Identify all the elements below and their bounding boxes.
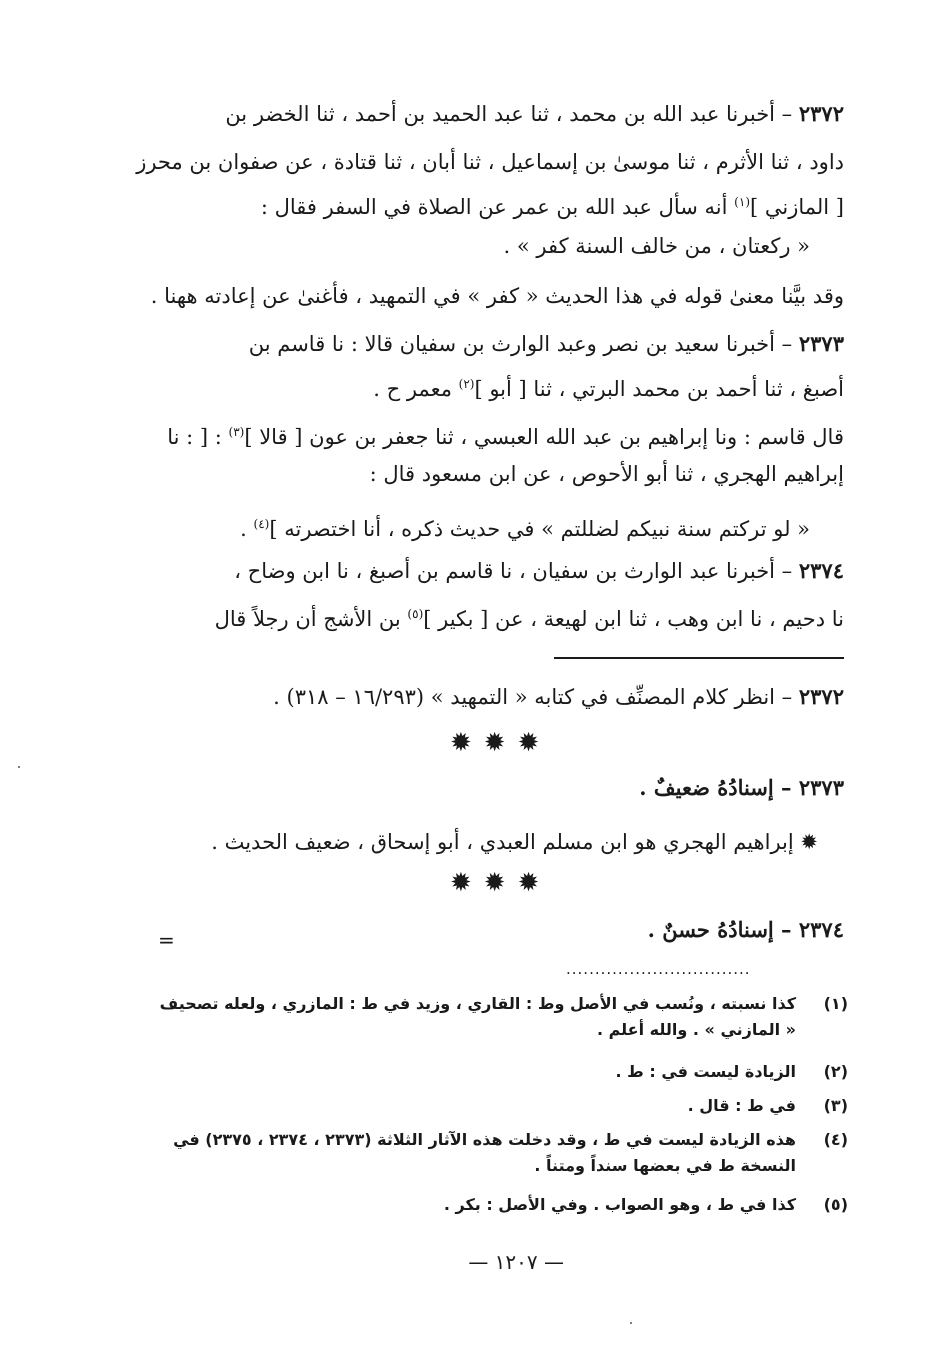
footnote-item: [0, 1094, 936, 1118]
star-separator: ✹✹✹: [450, 868, 552, 898]
footnote-mark: (٥): [823, 1195, 848, 1214]
hadith-2372-quote: « ركعتان ، من خالف السنة كفر » .: [503, 234, 810, 258]
commentary-number: ٢٣٧٤: [798, 917, 844, 942]
hadith-2374-line-2: [215, 598, 844, 635]
footnote-ref-4[interactable]: (٤): [253, 517, 270, 531]
hadith-text: قال قاسم : ونا إبراهيم بن عبد الله العبسي ، ثنا جعفر بن عون [ قالا ]: [244, 425, 844, 449]
commentary-2373: [639, 772, 844, 804]
footnote-text: كذا نسبته ، ونُسب في الأصل وط : القاري ، وزيد في ط : المازري ، ولعله تصحيف: [159, 994, 796, 1013]
footnote-ref-2[interactable]: (٢): [458, 377, 475, 391]
section-divider: [554, 657, 844, 659]
bracket-insertion: [ المازني ]: [750, 195, 844, 219]
footnote-mark: (٢): [823, 1062, 848, 1081]
hadith-2373-line-3: [167, 416, 844, 453]
hadith-text: أصبغ ، ثنا أحمد بن محمد البرتي ، ثنا [ أبو ]: [474, 377, 844, 401]
scan-speck: [630, 1322, 632, 1324]
continuation-mark: =: [158, 928, 175, 952]
commentary-text: – انظر كلام المصنِّف في كتابه « التمهيد » (١٦/٢٩٣ – ٣١٨) .: [273, 685, 793, 709]
hadith-2372-line-2: داود ، ثنا الأثرم ، ثنا موسىٰ بن إسماعيل ، ثنا أبان ، ثنا قتادة ، عن صفوان بن محرز: [136, 150, 844, 174]
hadith-2373-line-2: [373, 368, 844, 405]
hadith-2372-line-1: [225, 98, 844, 130]
footnote-mark: (٤): [823, 1130, 848, 1149]
hadith-text: أنه سأل عبد الله بن عمر عن الصلاة في السفر فقال :: [260, 195, 735, 219]
hadith-text: معمر ح .: [373, 377, 459, 401]
hadith-number: ٢٣٧٤: [798, 558, 844, 583]
hadith-number: ٢٣٧٢: [798, 101, 844, 126]
footnote-text: النسخة ط في بعضها سنداً ومتناً .: [534, 1156, 796, 1175]
hadith-2374-line-1: [234, 555, 844, 587]
footnote-ref-3[interactable]: (٣): [228, 425, 245, 439]
footnote-text: الزيادة ليست في : ط .: [615, 1062, 796, 1081]
star-separator: ✹✹✹: [450, 728, 552, 758]
footnote-item: [0, 1193, 936, 1217]
grading-text: – إسنادُهُ حسنٌ .: [647, 917, 792, 942]
hadith-2373-line-4: إبراهيم الهجري ، ثنا أبو الأحوص ، عن ابن مسعود قال :: [369, 462, 844, 486]
page-number: — ١٢٠٧ —: [468, 1250, 564, 1274]
hadith-text: – أخبرنا سعيد بن نصر وعبد الوارث بن سفيان قالا : نا قاسم بن: [248, 332, 793, 356]
scan-speck: [18, 766, 20, 768]
footnote-mark: (٣): [823, 1096, 848, 1115]
footnote-text: في ط : قال .: [687, 1096, 796, 1115]
quote-text: .: [240, 517, 254, 541]
hadith-text: نا دحيم ، نا ابن وهب ، ثنا ابن لهيعة ، عن [ بكير ]: [423, 607, 844, 631]
commentary-2372: [273, 681, 844, 713]
commentary-number: ٢٣٧٢: [798, 684, 844, 709]
hadith-number: ٢٣٧٣: [798, 331, 844, 356]
hadith-2372-remark: وقد بيَّنا معنىٰ قوله في هذا الحديث « كفر » في التمهيد ، فأغنىٰ عن إعادته ههنا .: [150, 284, 844, 308]
hadith-text: – أخبرنا عبد الله بن محمد ، ثنا عبد الحميد بن أحمد ، ثنا الخضر بن: [225, 102, 793, 126]
footnote-mark: (١): [823, 994, 848, 1013]
grading-text: – إسنادُهُ ضعيفٌ .: [639, 775, 792, 800]
hadith-2373-line-1: [249, 328, 844, 360]
hadith-text: : [ : نا: [167, 425, 229, 449]
hadith-text: – أخبرنا عبد الوارث بن سفيان ، نا قاسم بن أصبغ ، نا ابن وضاح ،: [234, 559, 793, 583]
footnote-text: « المازني » . والله أعلم .: [596, 1020, 796, 1039]
commentary-2373-note: ✹ إبراهيم الهجري هو ابن مسلم العبدي ، أبو إسحاق ، ضعيف الحديث .: [211, 830, 818, 854]
hadith-text: بن الأشج أن رجلاً قال: [214, 607, 408, 631]
footnote-item: [0, 1060, 936, 1084]
quote-text: « لو تركتم سنة نبيكم لضللتم » في حديث ذكره ، أنا اختصرته ]: [269, 517, 810, 541]
footnote-item: [0, 1128, 936, 1176]
footnote-ref-5[interactable]: (٥): [407, 607, 424, 621]
hadith-2373-quote: [240, 508, 810, 545]
hadith-2372-line-3: [261, 186, 844, 223]
footnote-text: كذا في ط ، وهو الصواب . وفي الأصل : بكر .: [443, 1195, 796, 1214]
commentary-number: ٢٣٧٣: [798, 775, 844, 800]
footnote-separator: ................................: [566, 960, 751, 978]
footnote-item: [0, 992, 936, 1040]
commentary-2374: [648, 914, 844, 946]
footnote-ref-1[interactable]: (١): [734, 195, 750, 209]
footnote-text: هذه الزيادة ليست في ط ، وقد دخلت هذه الآثار الثلاثة (٢٣٧٣ ، ٢٣٧٤ ، ٢٣٧٥) في: [173, 1130, 796, 1149]
